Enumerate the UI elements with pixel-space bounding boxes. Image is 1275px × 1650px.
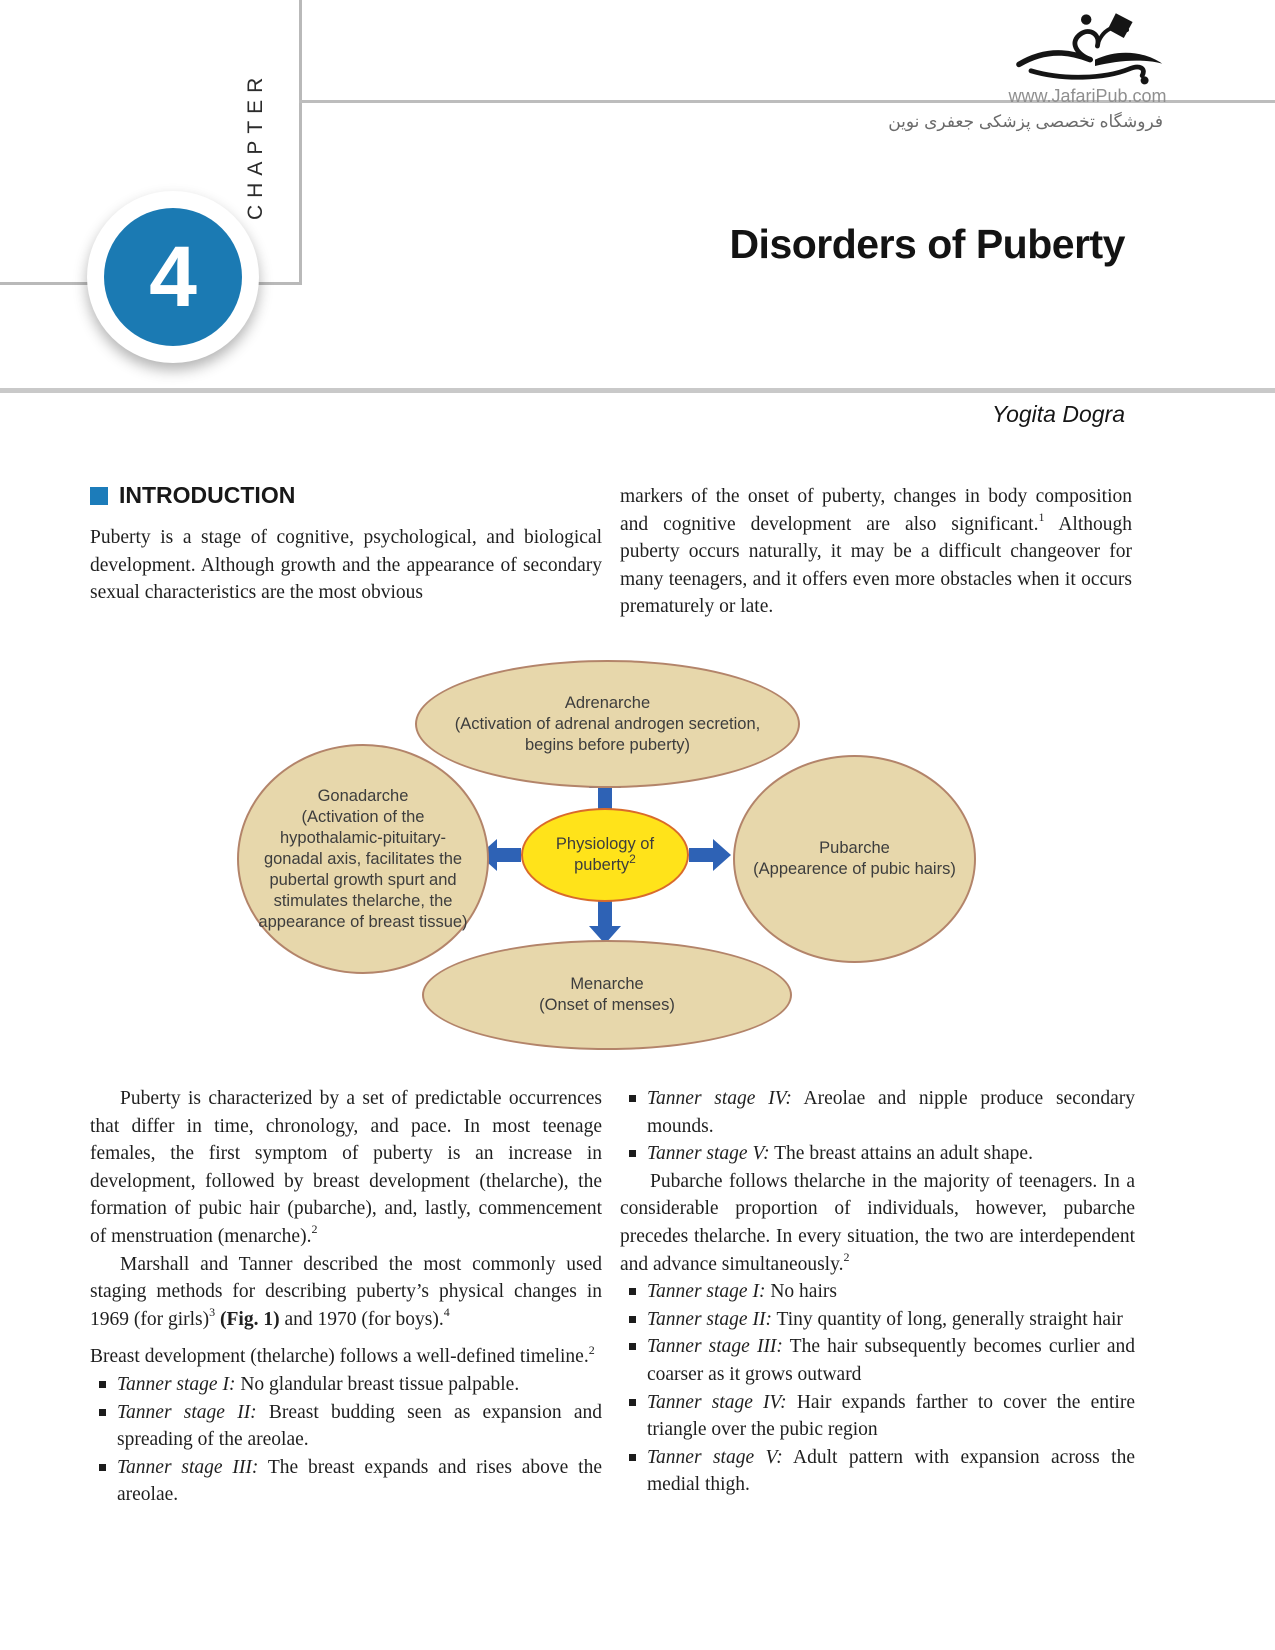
square-bullet-icon [629, 1399, 636, 1406]
square-bullet-icon [99, 1381, 106, 1388]
footnote-ref-1: 1 [1038, 510, 1045, 525]
tanner-stage-text: No hairs [765, 1281, 837, 1303]
paragraph-pubarche-follows [620, 1168, 1135, 1278]
tanner-stage-label: Tanner stage I: [647, 1281, 766, 1303]
footnote-ref-4: 4 [443, 1305, 450, 1320]
physiology-line1: Physiology of [555, 835, 655, 853]
menarche-title: Menarche [570, 975, 644, 993]
footnote-ref-2-diagram: 2 [629, 851, 636, 866]
intro-left-column [90, 524, 602, 607]
square-bullet-icon [629, 1150, 636, 1157]
physiology-line2-text: puberty [574, 856, 630, 874]
square-bullet-icon [99, 1464, 106, 1471]
footnote-ref-2c: 2 [843, 1250, 850, 1265]
square-bullet-icon [629, 1288, 636, 1295]
intro-right-text-1: markers of the onset of puberty, changes in body composition and cognitive development are also significant. [620, 486, 1132, 535]
paragraph-marshall-tanner [90, 1251, 602, 1334]
header-vertical-rule [299, 0, 302, 285]
bullet-text [647, 1085, 1135, 1140]
p2-text-1: Marshall and Tanner described the most commonly used staging methods for describing puberty’s physical changes in 1969 (for girls) [90, 1253, 602, 1330]
chapter-number-badge: 4 [104, 208, 242, 346]
list-item [90, 1399, 602, 1454]
tanner-stage-label: Tanner stage III: [647, 1336, 783, 1358]
square-bullet-icon [629, 1095, 636, 1102]
tanner-stage-label: Tanner stage V: [647, 1446, 783, 1468]
tanner-stage-text: No glandular breast tissue palpable. [235, 1373, 520, 1395]
arrow-right-icon [689, 839, 731, 871]
tanner-stage-text: Adult pattern with expansion across the medial thigh. [647, 1446, 1135, 1496]
square-bullet-icon [629, 1316, 636, 1323]
diagram-node-physiology-center [521, 808, 689, 902]
intro-left-text: Puberty is a stage of cognitive, psychological, and biological development. Although growth and the appearance of secondary sexual characteristics are the most obvious [90, 527, 602, 604]
intro-right-text-2: Although puberty occurs naturally, it may be a difficult changeover for many teenagers, and it offers even more obstacles when it occurs prematurely or late. [620, 513, 1133, 618]
list-item [620, 1306, 1135, 1334]
bullet-text [117, 1399, 602, 1454]
author-name: Yogita Dogra [992, 401, 1125, 427]
bullet-text [647, 1278, 1135, 1306]
list-item [620, 1085, 1135, 1140]
pubarche-title: Pubarche [819, 839, 890, 857]
tanner-stage-label: Tanner stage V: [647, 1143, 770, 1165]
paragraph-breast-development [90, 1343, 602, 1371]
bullet-text [647, 1306, 1135, 1334]
gonadarche-desc: (Activation of the hypothalamic-pituitary-gonadal axis, facilitates the pubertal growth spurt and stimulates thelarche, the appearance of breast tissue) [258, 807, 468, 931]
body-left-column [90, 1085, 602, 1509]
list-item [620, 1140, 1135, 1168]
tanner-stage-text: Tiny quantity of long, generally straight hair [771, 1308, 1123, 1330]
diagram-node-menarche [422, 940, 792, 1050]
diagram-node-gonadarche [237, 744, 489, 974]
tanner-stage-text: Hair expands farther to cover the entire triangle over the pubic region [647, 1391, 1135, 1441]
arrow-down-icon [589, 901, 621, 944]
tanner-stage-text: The hair subsequently becomes curlier and coarser as it grows outward [647, 1336, 1135, 1385]
intro-paragraph-right [620, 483, 1132, 621]
footnote-ref-3: 3 [209, 1305, 216, 1320]
footnote-ref-2b: 2 [588, 1342, 595, 1357]
bullet-text [647, 1389, 1135, 1444]
tanner-stage-label: Tanner stage II: [647, 1308, 772, 1330]
tanner-stage-label: Tanner stage II: [117, 1401, 257, 1423]
tanner-stage-label: Tanner stage I: [117, 1373, 236, 1395]
introduction-heading [90, 482, 295, 509]
paragraph-puberty-characterized [90, 1085, 602, 1251]
list-item [620, 1389, 1135, 1444]
footnote-ref-2: 2 [311, 1222, 318, 1237]
tanner-stage-text: Areolae and nipple produce secondary mounds. [647, 1088, 1135, 1137]
tanner-stage-label: Tanner stage III: [117, 1456, 259, 1478]
physiology-line2 [574, 851, 636, 876]
bullet-text [117, 1371, 602, 1399]
publisher-url: www.JafariPub.com [1008, 86, 1167, 106]
adrenarche-title: Adrenarche [564, 693, 651, 712]
tanner-stage-text: Breast budding seen as expansion and spreading of the areolae. [117, 1401, 602, 1451]
bullet-text [117, 1454, 602, 1509]
list-item [620, 1444, 1135, 1499]
body-right-column [620, 1085, 1135, 1499]
p2-text-2: and 1970 (for boys). [279, 1308, 444, 1330]
intro-paragraph-left [90, 524, 602, 607]
square-bullet-icon [99, 1409, 106, 1416]
gonadarche-title: Gonadarche [317, 786, 409, 805]
list-item [90, 1371, 602, 1399]
p3-text: Breast development (thelarche) follows a well-defined timeline. [90, 1346, 589, 1368]
page-title: Disorders of Puberty [729, 221, 1125, 267]
bullet-text [647, 1444, 1135, 1499]
list-item [90, 1454, 602, 1509]
publisher-tagline-farsi: فروشگاه تخصصی پزشکی جعفری نوین [888, 112, 1163, 131]
list-item [620, 1278, 1135, 1306]
intro-right-column [620, 483, 1132, 621]
tanner-stage-text: The breast expands and rises above the areolae. [117, 1456, 602, 1506]
pubarche-desc: (Appearence of pubic hairs) [753, 860, 956, 878]
square-bullet-icon [629, 1343, 636, 1350]
tanner-stage-label: Tanner stage IV: [647, 1391, 787, 1413]
square-bullet-icon [629, 1454, 636, 1461]
adrenarche-desc: (Activation of adrenal androgen secretion, begins before puberty) [454, 714, 761, 754]
introduction-heading-label: INTRODUCTION [119, 482, 296, 508]
menarche-desc: (Onset of menses) [539, 996, 675, 1014]
tanner-stage-label: Tanner stage IV: [647, 1088, 792, 1109]
section-square-icon [90, 487, 108, 505]
diagram-node-pubarche [733, 755, 976, 963]
tanner-stage-text: The breast attains an adult shape. [769, 1143, 1033, 1165]
fig-1-reference: (Fig. 1) [220, 1308, 280, 1330]
p1-text: Puberty is characterized by a set of predictable occurrences that differ in time, chronology, and pace. In most teenage females, the first symptom of puberty is an increase in development, followed by breast development (thelarche), the formation of pubic hair (pubarche), and, lastly, commencement of menstruation (menarche). [90, 1088, 602, 1247]
bullet-text [647, 1333, 1135, 1388]
bullet-text [647, 1140, 1135, 1168]
diagram-node-adrenarche [415, 660, 800, 788]
pubarche-paragraph-text: Pubarche follows thelarche in the majority of teenagers. In a considerable proportion of individuals, however, pubarche precedes thelarche. In every situation, the two are interdependent and advance simultaneously. [620, 1170, 1135, 1275]
title-divider-rule [0, 388, 1275, 393]
jafaripub-logo-icon [1003, 10, 1171, 90]
list-item [620, 1333, 1135, 1388]
physiology-of-puberty-diagram [230, 650, 990, 1060]
chapter-label: CHAPTER [244, 70, 267, 220]
